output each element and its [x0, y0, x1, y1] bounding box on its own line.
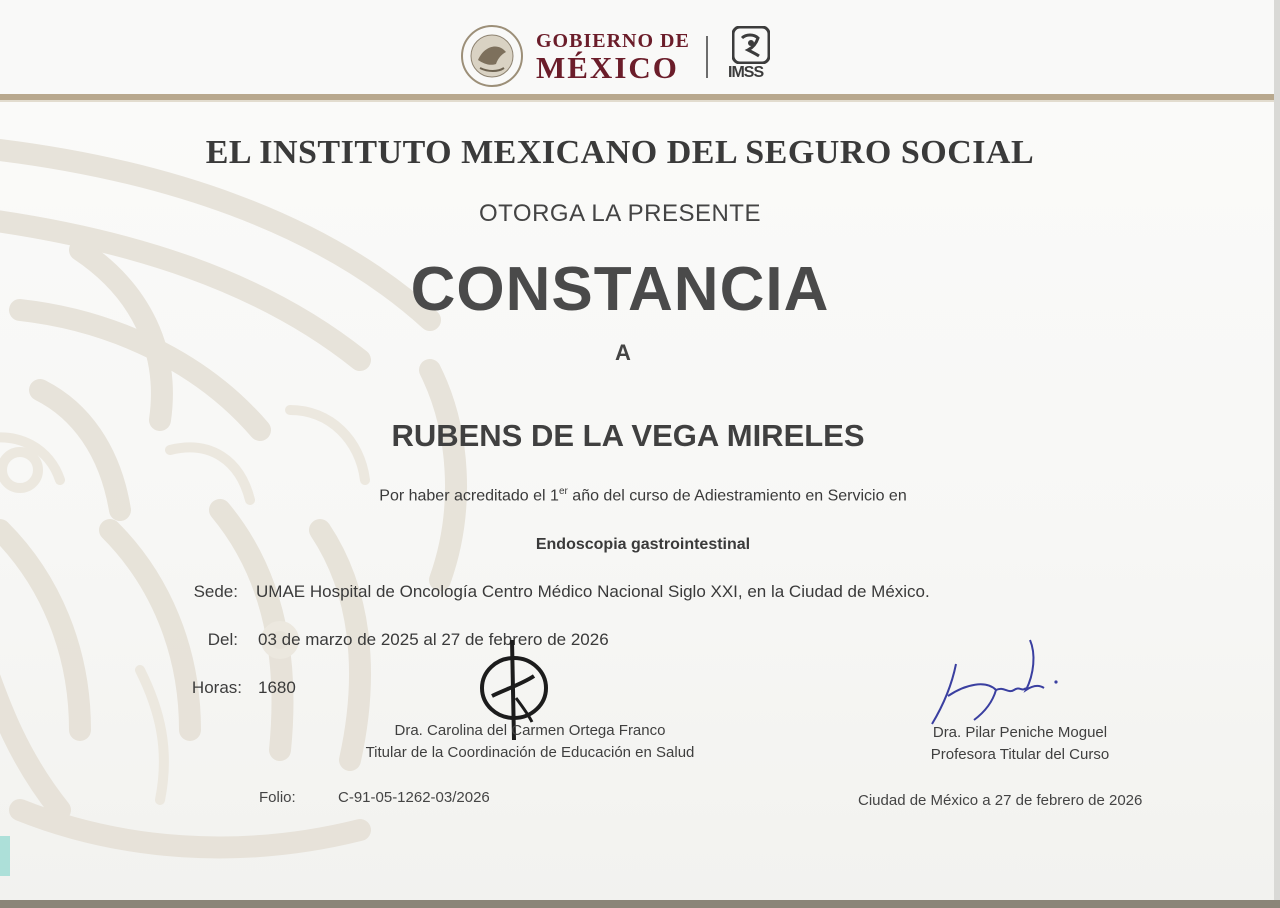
- del-label: Del:: [207, 630, 238, 649]
- course-name: Endoscopia gastrointestinal: [535, 536, 751, 553]
- right-signer-role: Profesora Titular del Curso: [930, 746, 1110, 763]
- bottom-rule: [0, 900, 1280, 908]
- imss-logo-text: IMSS: [728, 64, 764, 81]
- horas-label: Horas:: [191, 678, 242, 697]
- mexico-seal-icon: [458, 24, 526, 88]
- mexico-text: MÉXICO: [536, 50, 679, 85]
- place-date: Ciudad de México a 27 de febrero de 2026: [858, 792, 1143, 809]
- right-signature-icon: [926, 634, 1066, 734]
- header-rule-secondary: [0, 100, 1280, 102]
- recipient-name: RUBENS DE LA VEGA MIRELES: [391, 418, 865, 453]
- right-signer-name: Dra. Pilar Peniche Moguel: [932, 724, 1108, 741]
- institute-title: EL INSTITUTO MEXICANO DEL SEGURO SOCIAL: [205, 134, 1035, 171]
- horas-value: 1680: [258, 678, 296, 697]
- reason-text: Por haber acreditado el 1er año del curso de Adiestramiento en Servicio en: [379, 486, 907, 505]
- edge-mark: [0, 836, 10, 876]
- left-signer-role: Titular de la Coordinación de Educación en Salud: [365, 744, 695, 761]
- page-edge: [1274, 0, 1280, 908]
- folio-value: C-91-05-1262-03/2026: [338, 789, 490, 806]
- imss-logo-icon: [732, 26, 770, 64]
- grants-text: OTORGA LA PRESENTE: [479, 200, 761, 227]
- gobierno-de-text: GOBIERNO DE: [536, 30, 690, 52]
- sede-label: Sede:: [193, 582, 238, 601]
- to-text: A: [615, 340, 631, 365]
- folio-label: Folio:: [259, 789, 296, 806]
- certificate-title: CONSTANCIA: [410, 255, 830, 324]
- del-value: 03 de marzo de 2025 al 27 de febrero de 2026: [258, 630, 609, 649]
- sede-value: UMAE Hospital de Oncología Centro Médico Nacional Siglo XXI, en la Ciudad de México.: [256, 582, 930, 601]
- ordinal-superscript: er: [558, 486, 568, 497]
- logo-divider: [706, 36, 708, 78]
- left-signer-name: Dra. Carolina del Carmen Ortega Franco: [394, 722, 666, 739]
